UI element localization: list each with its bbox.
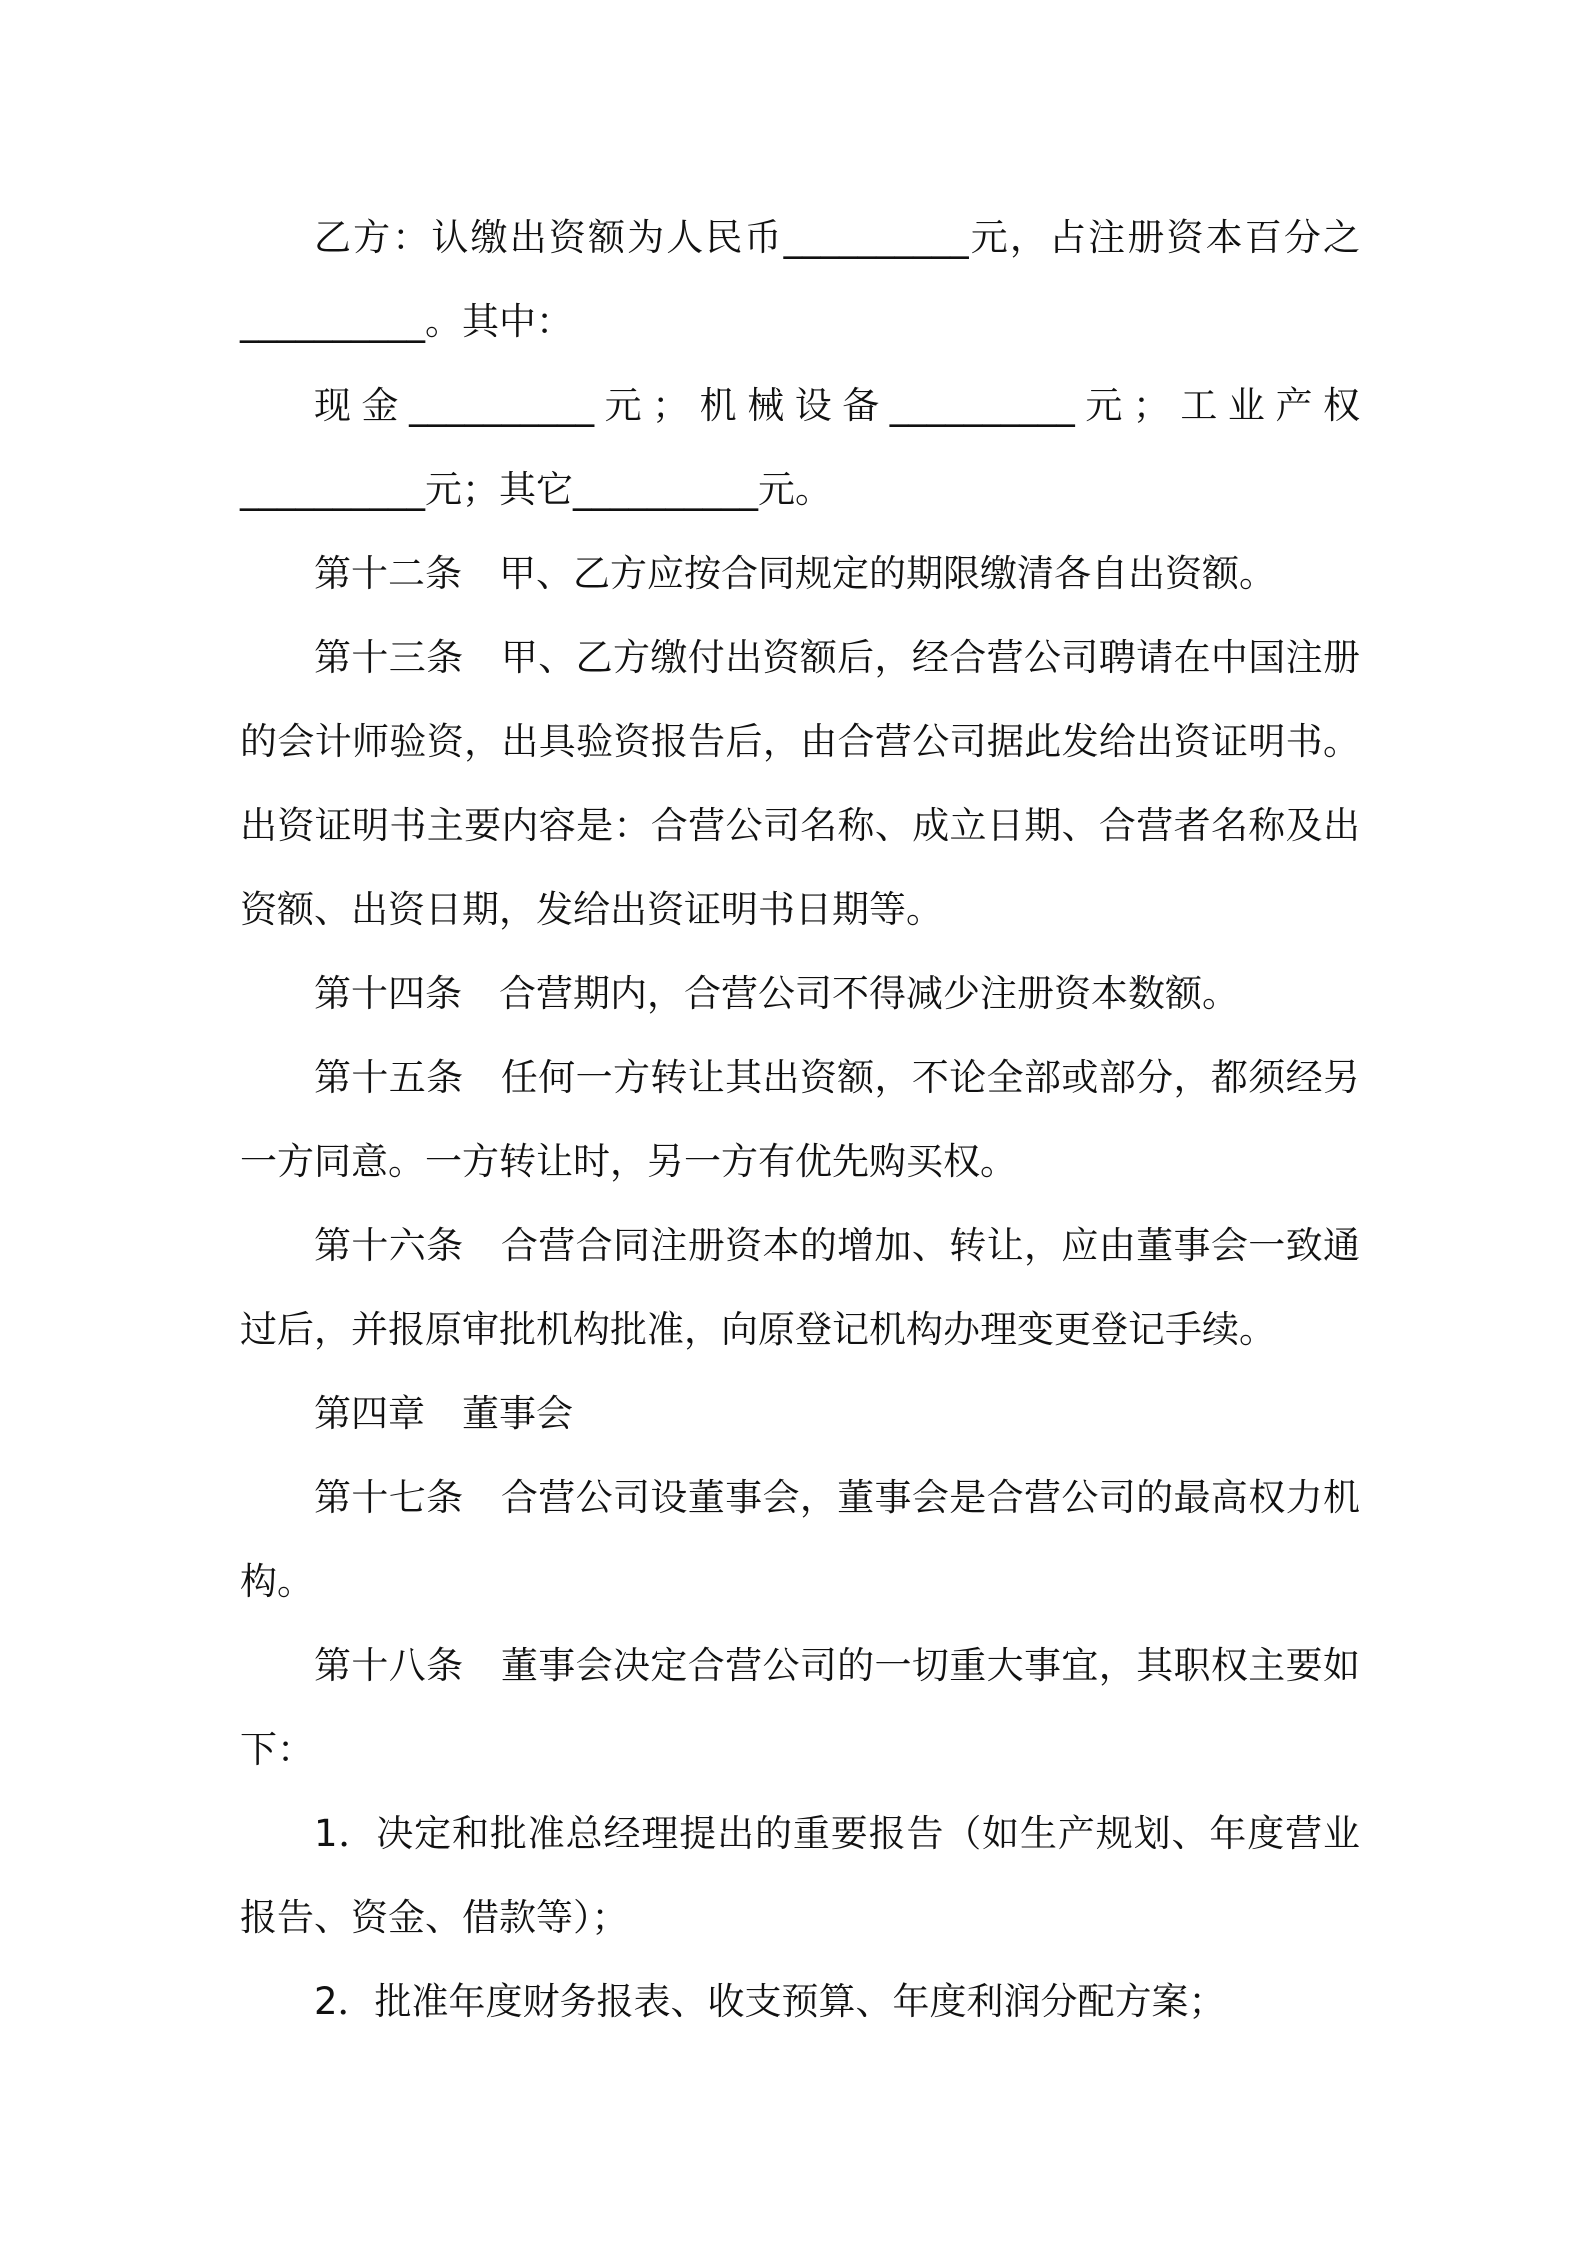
article-15: 第十五条 任何一方转让其出资额，不论全部或部分，都须经另一方同意。一方转让时，另一方有优先购买权。 [240,1056,1360,1183]
article-18: 第十八条 董事会决定合营公司的一切重大事宜，其职权主要如下： [240,1644,1360,1771]
article-13: 第十三条 甲、乙方缴付出资额后，经合营公司聘请在中国注册的会计师验资，出具验资报告后，由合营公司据此发给出资证明书。出资证明书主要内容是：合营公司名称、成立日期、合营者名称及出资额、出资日期，发给出资证明书日期等。 [240,636,1360,931]
document-body [240,196,1360,2044]
article-18-item-1: 1．决定和批准总经理提出的重要报告（如生产规划、年度营业报告、资金、借款等）； [240,1812,1360,1939]
article-12: 第十二条 甲、乙方应按合同规定的期限缴清各自出资额。 [314,552,1276,595]
article-14: 第十四条 合营期内，合营公司不得减少注册资本数额。 [314,972,1239,1015]
article-16: 第十六条 合营合同注册资本的增加、转让，应由董事会一致通过后，并报原审批机构批准，向原登记机构办理变更登记手续。 [240,1224,1360,1351]
paragraph-contribution-breakdown: 现金__________元；机械设备__________元；工业产权__________元；其它__________元。 [240,384,1360,511]
chapter-4-heading: 第四章 董事会 [314,1392,573,1435]
article-17: 第十七条 合营公司设董事会，董事会是合营公司的最高权力机构。 [240,1476,1360,1603]
paragraph-party-b-capital: 乙方：认缴出资额为人民币__________元，占注册资本百分之__________。其中： [240,216,1360,343]
article-18-item-2: 2．批准年度财务报表、收支预算、年度利润分配方案； [314,1980,1226,2023]
